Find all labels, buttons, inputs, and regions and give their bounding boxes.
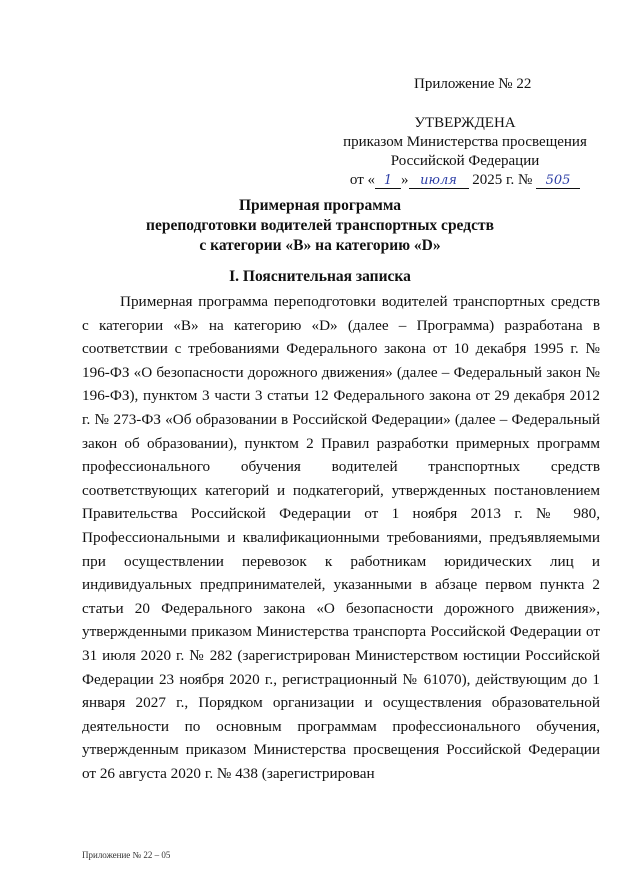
order-line-2: Российской Федерации <box>390 153 540 169</box>
appendix-number: Приложение № 22 <box>414 76 532 92</box>
approved-label: УТВЕРЖДЕНА <box>414 115 516 131</box>
title-line-3: с категории «B» на категорию «D» <box>199 237 441 254</box>
handwritten-day: 1 <box>375 173 401 189</box>
handwritten-order-number: 505 <box>536 173 580 189</box>
title-line-2: переподготовки водителей транспортных средств <box>146 217 494 234</box>
approval-block <box>330 114 600 190</box>
order-date-line <box>330 171 600 190</box>
order-line-1: приказом Министерства просвещения <box>343 134 587 150</box>
footer-text: Приложение № 22 – 05 <box>82 850 171 860</box>
date-year: 2025 г. № <box>472 172 533 188</box>
section-heading: I. Пояснительная записка <box>229 268 411 285</box>
handwritten-month: июля <box>409 173 469 189</box>
body-paragraph: Примерная программа переподготовки водителей транспортных средств с категории «B» на категорию «D» (далее – Программа) разработана в соответствии с требованиями Федерального закона от 10 декабря 1995 г. № 196-ФЗ «О безопасности дорожного движения» (далее – Федеральный закон № 196-ФЗ), пунктом 3 части 3 статьи 12 Федерального закона от 29 декабря 2012 г. № 273-ФЗ «Об образовании в Российской Федерации» (далее – Федеральный закон об образовании), пунктом 2 Правил разработки примерных программ профессионального обучения водителей транспортных средств соответствующих категорий и подкатегорий, утвержденных постановлением Правительства Российской Федерации от 1 ноября 2013 г. № 980, Профессиональными и квалификационными требованиями, предъявляемыми при осуществлении перевозок к работникам юридических лиц и индивидуальных предпринимателей, указанными в абзаце первом пункта 2 статьи 20 Федерального закона «О безопасности дорожного движения», утвержденными приказом Министерства транспорта Российской Федерации от 31 июля 2020 г. № 282 (зарегистрирован Министерством юстиции Российской Федерации 23 ноября 2020 г., регистрационный № 61070), действующим до 1 января 2027 г., Порядком организации и осуществления образовательной деятельности по основным программам профессионального обучения, утвержденным приказом Министерства просвещения Российской Федерации от 26 августа 2020 г. № 438 (зарегистрирован <box>82 293 600 782</box>
title-line-1: Примерная программа <box>238 197 402 214</box>
date-prefix: от « <box>349 172 376 188</box>
document-title <box>80 196 560 256</box>
date-mid: » <box>401 172 409 188</box>
